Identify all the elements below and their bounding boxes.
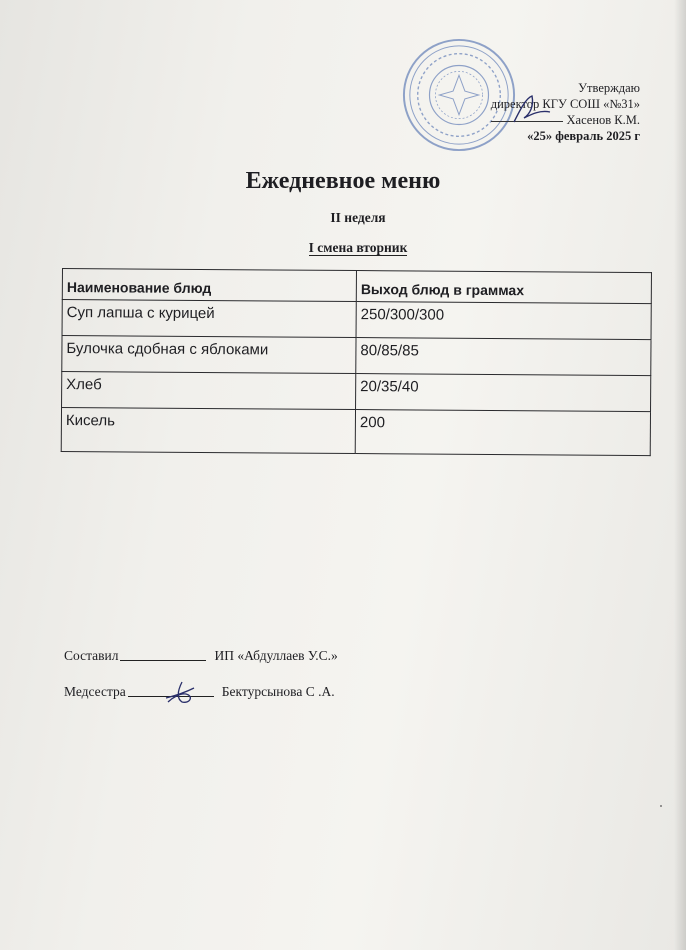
dish-cell: Булочка сдобная с яблоками bbox=[62, 336, 356, 374]
compiled-name: ИП «Абдуллаев У.С.» bbox=[214, 648, 338, 663]
weight-cell: 80/85/85 bbox=[356, 338, 651, 376]
table-row bbox=[61, 408, 650, 456]
approval-line-approve: Утверждаю bbox=[578, 81, 640, 95]
approval-line-director: директор КГУ СОШ «№31» bbox=[490, 97, 640, 111]
week-label: II неделя bbox=[330, 210, 386, 225]
shift-label bbox=[0, 240, 686, 256]
table-row bbox=[62, 372, 651, 412]
paper-speck bbox=[660, 805, 662, 807]
compiled-by-line bbox=[64, 648, 338, 664]
dish-cell: Хлеб bbox=[62, 372, 356, 410]
weight-cell: 250/300/300 bbox=[356, 302, 651, 340]
dish-cell: Суп лапша с курицей bbox=[62, 300, 356, 338]
nurse-name: Бектурсынова С .А. bbox=[221, 684, 335, 699]
page-shadow bbox=[674, 0, 686, 950]
header-weight: Выход блюд в граммах bbox=[356, 271, 651, 304]
menu-table bbox=[61, 268, 652, 456]
dish-cell: Кисель bbox=[61, 408, 355, 454]
approval-line-date: «25» февраль 2025 г bbox=[527, 129, 640, 143]
table-row bbox=[62, 336, 651, 376]
nurse-signature-icon bbox=[160, 676, 212, 706]
weight-cell: 20/35/40 bbox=[356, 374, 651, 412]
compiled-signature-blank bbox=[120, 660, 206, 661]
compiled-label: Составил bbox=[64, 648, 119, 663]
header-dish: Наименование блюд bbox=[62, 269, 356, 302]
page-title: Ежедневное меню bbox=[245, 168, 441, 194]
director-name: Хасенов К.М. bbox=[566, 113, 640, 127]
table-header-row bbox=[62, 269, 651, 304]
weight-cell: 200 bbox=[355, 410, 650, 456]
director-signature-icon bbox=[510, 92, 554, 126]
table-row bbox=[62, 300, 651, 340]
nurse-label: Медсестра bbox=[64, 684, 126, 699]
shift-text: I смена вторник bbox=[308, 240, 408, 255]
